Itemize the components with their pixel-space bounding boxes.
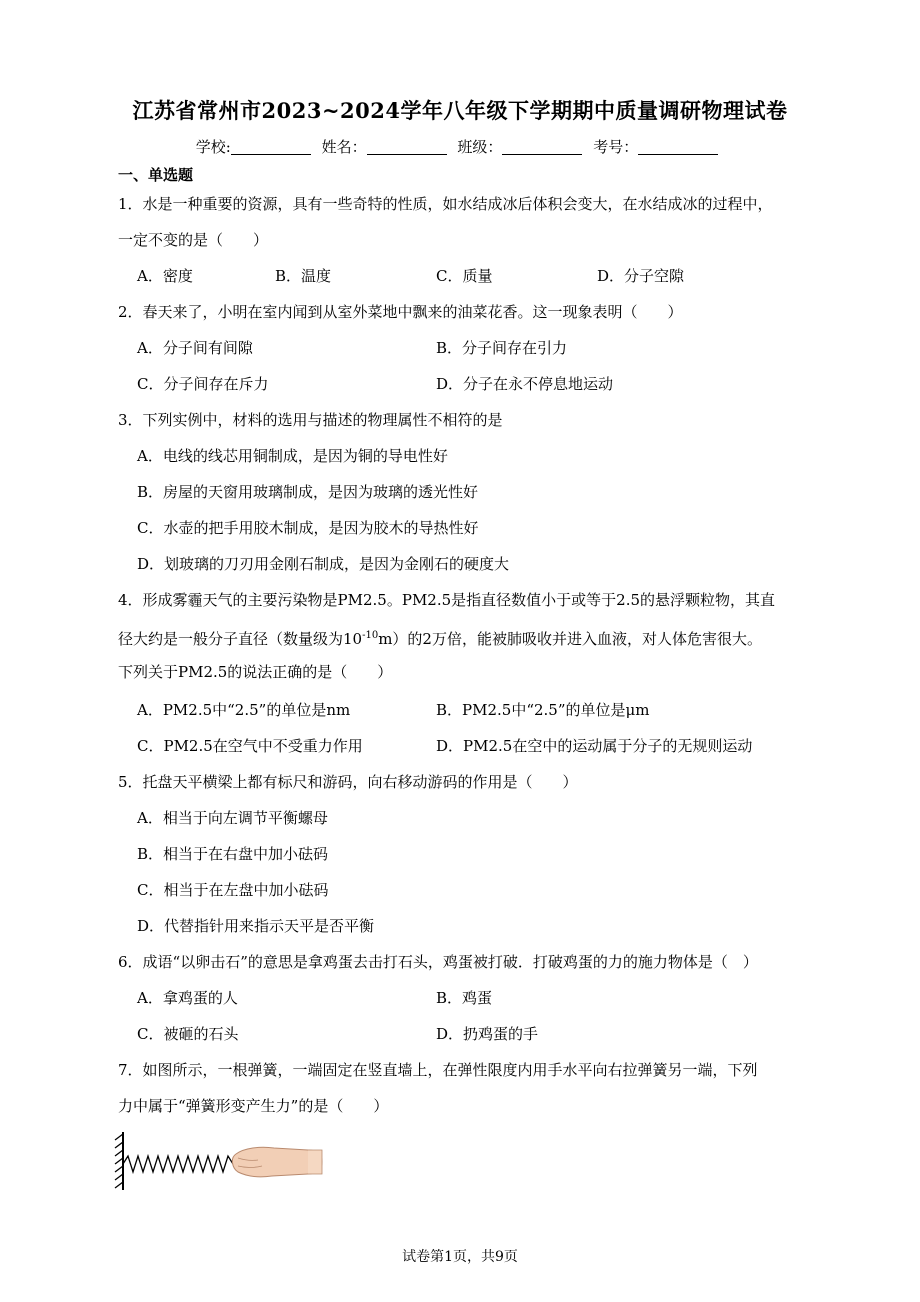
wall-icon — [115, 1132, 123, 1190]
option-3c: C．水壶的把手用胶木制成，是因为胶木的导热性好 — [137, 519, 479, 537]
question-7-line-1: 7．如图所示，一根弹簧，一端固定在竖直墙上，在弹性限度内用手水平向右拉弹簧另一端，下列 — [118, 1061, 758, 1079]
question-4-line-2-part-2: m）的2万倍，能被肺吸收并进入血液，对人体危害很大。 — [378, 630, 762, 648]
option-1b: B．温度 — [275, 267, 332, 285]
option-4b: B．PM2.5中“2.5”的单位是μm — [436, 701, 650, 719]
option-2b: B．分子间存在引力 — [436, 339, 568, 357]
spring-icon — [123, 1156, 238, 1172]
exponent-superscript: -10 — [362, 630, 379, 641]
question-4-line-2 — [118, 626, 762, 649]
number-label: 考号： — [593, 138, 639, 156]
option-2a: A．分子间有间隙 — [137, 339, 253, 357]
question-2-line-1: 2．春天来了，小明在室内闻到从室外菜地中飘来的油菜花香。这一现象表明（ ） — [118, 303, 683, 321]
option-6a: A．拿鸡蛋的人 — [137, 989, 238, 1007]
option-5a: A．相当于向左调节平衡螺母 — [137, 809, 328, 827]
option-1c: C．质量 — [436, 267, 493, 285]
question-7-line-2: 力中属于“弹簧形变产生力”的是（ ） — [118, 1097, 389, 1115]
option-3b: B．房屋的天窗用玻璃制成，是因为玻璃的透光性好 — [137, 483, 479, 501]
section-title: 一、单选题 — [118, 166, 194, 184]
exam-title: 江苏省常州市2023~2024学年八年级下学期期中质量调研物理试卷 — [132, 98, 788, 123]
question-1-line-2: 一定不变的是（ ） — [118, 231, 269, 249]
school-blank — [231, 139, 311, 155]
name-label: 姓名： — [321, 138, 367, 156]
question-4-line-2-part-1: 径大约是一般分子直径（数量级为10 — [118, 630, 363, 648]
option-2c: C．分子间存在斥力 — [137, 375, 269, 393]
option-6d: D．扔鸡蛋的手 — [436, 1025, 539, 1043]
page-footer: 试卷第1页，共9页 — [402, 1249, 518, 1265]
student-info-line — [0, 136, 920, 157]
option-1d: D．分子空隙 — [597, 267, 685, 285]
question-4-line-1: 4．形成雾霾天气的主要污染物是PM2.5。PM2.5是指直径数值小于或等于2.5的悬浮颗粒物，其直 — [118, 591, 776, 609]
option-3a: A．电线的线芯用铜制成，是因为铜的导电性好 — [137, 447, 448, 465]
option-4d: D．PM2.5在空中的运动属于分子的无规则运动 — [436, 737, 753, 755]
class-label: 班级： — [457, 138, 503, 156]
option-5b: B．相当于在右盘中加小砝码 — [137, 845, 329, 863]
option-3d: D．划玻璃的刀刃用金刚石制成，是因为金刚石的硬度大 — [137, 555, 510, 573]
option-4c: C．PM2.5在空气中不受重力作用 — [137, 737, 363, 755]
name-blank — [367, 139, 447, 155]
question-6-line-1: 6．成语“以卵击石”的意思是拿鸡蛋去击打石头，鸡蛋被打破．打破鸡蛋的力的施力物体是（ ） — [118, 953, 758, 971]
question-5-line-1: 5．托盘天平横梁上都有标尺和游码，向右移动游码的作用是（ ） — [118, 773, 578, 791]
number-blank — [638, 139, 718, 155]
option-4a: A．PM2.5中“2.5”的单位是nm — [137, 701, 351, 719]
question-4-line-3: 下列关于PM2.5的说法正确的是（ ） — [118, 663, 393, 681]
question-1-line-1: 1．水是一种重要的资源，具有一些奇特的性质，如水结成冰后体积会变大，在水结成冰的过程中， — [118, 195, 773, 213]
option-5d: D．代替指针用来指示天平是否平衡 — [137, 917, 375, 935]
question-3-line-1: 3．下列实例中，材料的选用与描述的物理属性不相符的是 — [118, 411, 503, 429]
option-6c: C．被砸的石头 — [137, 1025, 239, 1043]
class-blank — [502, 139, 582, 155]
school-label: 学校: — [195, 138, 231, 156]
option-2d: D．分子在永不停息地运动 — [436, 375, 614, 393]
option-6b: B．鸡蛋 — [436, 989, 493, 1007]
spring-figure — [112, 1128, 332, 1194]
option-5c: C．相当于在左盘中加小砝码 — [137, 881, 329, 899]
option-1a: A．密度 — [137, 267, 193, 285]
hand-icon — [232, 1147, 322, 1177]
